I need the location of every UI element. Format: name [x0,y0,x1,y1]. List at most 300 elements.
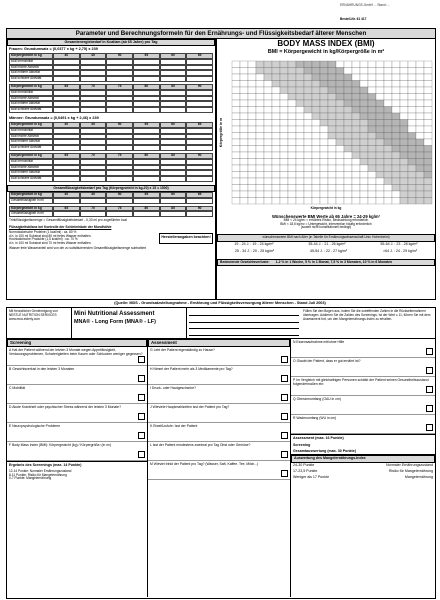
bmi-cell [424,126,432,133]
bmi-cell [272,87,280,94]
bmi-cell [248,126,256,133]
bmi-cell [240,146,248,153]
row-label: kcal Immobilität [9,90,53,96]
score-box[interactable] [281,394,288,401]
bmi-cell [384,120,392,127]
patient-field-weight[interactable] [189,324,299,330]
bmi-cell [336,185,344,192]
score-box[interactable] [138,451,145,458]
bmi-cell [352,126,360,133]
bmi-cell [256,126,264,133]
bmi-cell [232,139,240,146]
screening-scale [7,470,147,481]
bmi-cell [248,68,256,75]
bmi-cell [264,198,272,205]
bmi-cell [384,139,392,146]
bmi-cell [408,165,416,172]
gesamtenergie-title: Gesamtenergiebedarf in Kcal/am (ab 65 Jahre) pro Tag [7,39,215,46]
bmi-cell [360,126,368,133]
bmi-cell [304,81,312,88]
kg-cell: 60 [160,122,187,128]
bmi-cell [288,178,296,185]
bmi-cell [408,133,416,140]
bmi-cell [376,152,384,159]
bmi-cell [336,152,344,159]
kg-cell: 90 [186,153,213,159]
bmi-cell [248,152,256,159]
bmi-cell [248,139,256,146]
mna-question-text: P Im Vergleich mit gleichaltrigen Personen schätzt der Patient seinen Gesundheitszustand folgendermaßen ein: [293,378,429,386]
bmi-cell [328,191,336,198]
bmi-cell [296,87,304,94]
bmi-cell [296,120,304,127]
score-box[interactable] [426,424,433,431]
score-box[interactable] [138,432,145,439]
bmi-cell [328,61,336,68]
row-label: kcal leichte Aktivität [9,65,53,71]
kg-cell: 85 [160,84,187,90]
bmi-cell [280,81,288,88]
mna-question-text: N Essensaufnahme mit/ohne Hilfe [293,340,345,344]
bmi-cell [336,178,344,185]
mna-question-text: O Glaubt der Patient, dass er gut ernährt ist? [293,359,361,363]
bmi-cell [320,87,328,94]
right-panel [216,38,436,300]
bmi-cell [248,159,256,166]
bmi-cell [360,74,368,81]
score-box[interactable] [138,413,145,420]
bmi-formula: BMI = Körpergewicht in kg/Körpergröße in m² [267,49,385,55]
score-box[interactable] [281,451,288,458]
bmi-cell [424,172,432,179]
bmi-cell [336,120,344,127]
bmi-cell [408,113,416,120]
mna-question [7,366,147,385]
kg-cell: 65 [53,84,80,90]
mna-question-text: C Mobilität [9,386,26,390]
energy-grid [9,53,213,82]
mna-license: Mit freundlicher Genehmigung von NESTLÉ NUTRITION SERVICES www.mna-elderly.com [7,308,72,338]
bmi-cell [368,159,376,166]
score-box[interactable] [281,356,288,363]
bmi-cell [280,139,288,146]
source-line: (Quelle: MDS - Grundsatzstellungnahme - Ernährung und Flüssigkeitsversorgung älterer Menschen - Stand Juli 2003) [114,301,326,305]
bmi-cell [336,191,344,198]
bmi-cell [328,74,336,81]
mna-question-text: B Gewichtsverlust in den letzten 3 Monaten [9,367,75,371]
note-line: d.h. in 100 ml Substrat sind 70 ml freies Wasser enthalten. [9,241,92,246]
bmi-cell [296,139,304,146]
bmi-cell [232,74,240,81]
bmi-cell [424,113,432,120]
bmi-cell [392,198,400,205]
score-box[interactable] [281,375,288,382]
bmi-cell [272,113,280,120]
bmi-cell [232,185,240,192]
bmi-cell [280,133,288,140]
bmi-cell [400,100,408,107]
bmi-cell [304,120,312,127]
bmi-cell [416,100,424,107]
mna-question-text: I Druck- oder Hautgeschwüre? [150,386,196,390]
score-box[interactable] [281,413,288,420]
kg-cell: 75 [106,206,133,212]
bmi-cell [304,133,312,140]
index-row [291,475,435,481]
bmi-cell [232,68,240,75]
bmi-cell [264,133,272,140]
bmi-cell [296,146,304,153]
bmi-cell [248,120,256,127]
bmi-cell [376,133,384,140]
bmi-cell [408,87,416,94]
bmi-cell [232,113,240,120]
bmi-cell [344,172,352,179]
bmi-cell [256,191,264,198]
bmi-cell [312,185,320,192]
bmi-cell [232,100,240,107]
bmi-cell [240,165,248,172]
score-box[interactable] [426,367,433,374]
bmi-cell [312,100,320,107]
patient-field-birth[interactable] [189,317,299,323]
bmi-cell [360,120,368,127]
screening-title: Screening [7,339,147,347]
bmi-cell [424,191,432,198]
bmi-cell [288,191,296,198]
bmi-cell [272,74,280,81]
bmi-cell [240,139,248,146]
score-box[interactable] [426,405,433,412]
bmi-cell [296,126,304,133]
bmi-cell [336,107,344,114]
bmi-cell [264,191,272,198]
bmi-cell [280,159,288,166]
patient-field-name[interactable] [189,310,299,316]
kg-cell: 40 [53,53,80,59]
kg-cell: 85 [160,153,187,159]
bmi-cell [280,100,288,107]
bmi-cell [344,185,352,192]
bmi-cell [232,198,240,205]
bmi-cell [328,146,336,153]
row-label: Gesamtflüssigkeit in ml [9,198,53,204]
bmi-cell [360,172,368,179]
row-label: kcal schwere Aktivität [9,145,53,151]
bmi-cell [376,146,384,153]
bmi-cell [368,100,376,107]
bmi-cell [408,172,416,179]
bmi-cell [360,139,368,146]
bmi-cell [400,120,408,127]
value-cell [133,176,160,182]
bmi-cell [272,100,280,107]
bmi-cell [352,159,360,166]
bmi-cell [272,94,280,101]
bmi-cell [360,68,368,75]
bmi-cell [368,185,376,192]
bmi-cell [280,185,288,192]
fluid-table-2 [7,206,215,218]
bmi-cell [360,100,368,107]
mna-question [7,442,147,461]
bmi-cell [416,152,424,159]
bmi-cell [344,81,352,88]
bmi-cell [328,107,336,114]
bmi-cell [288,68,296,75]
kg-cell: 65 [186,53,213,59]
bmi-cell [256,81,264,88]
bmi-cell [288,133,296,140]
patient-field-date[interactable] [189,330,299,336]
bmi-cell [248,113,256,120]
bmi-cell [280,152,288,159]
bmi-cell [424,139,432,146]
bmi-cell [288,94,296,101]
bmi-cell [344,68,352,75]
bmi-cell [256,100,264,107]
bmi-cell [416,87,424,94]
score-box[interactable] [281,470,288,477]
index-meaning: Risiko für Mangelernährung [388,468,433,473]
bmi-cell [320,139,328,146]
bmi-cell [240,113,248,120]
bmi-cell [344,87,352,94]
bmi-cell [344,159,352,166]
bmi-cell [320,159,328,166]
bmi-cell [256,159,264,166]
bmi-cell [400,74,408,81]
bmi-cell [264,74,272,81]
bmi-cell [232,165,240,172]
bmi-cell [232,126,240,133]
note-line: Hochkalorische Produkte (1,5 kcal/ml) : ca. 70 % [9,237,78,242]
bmi-cell [416,191,424,198]
value-cell [133,198,160,204]
index-range: 17-23,5 Punkte [293,468,318,473]
bmi-cell [344,198,352,205]
bmi-cell [304,146,312,153]
bmi-cell [352,165,360,172]
bmi-cell [368,172,376,179]
row-label: kcal mittlere Aktivität [9,139,53,145]
bmi-cell [240,133,248,140]
kg-cell: 70 [80,84,107,90]
bmi-cell [256,185,264,192]
value-cell [53,176,80,182]
notes-lines [7,231,157,246]
bmi-cell [416,61,424,68]
bmi-cell [280,94,288,101]
bmi-cell [272,133,280,140]
bmi-cell [384,113,392,120]
mna-question [291,396,435,415]
bmi-cell [352,191,360,198]
value-cell [53,107,80,113]
bmi-cell [248,178,256,185]
bmi-cell [320,172,328,179]
kg-cell: 75 [106,84,133,90]
bmi-cell [280,198,288,205]
bmi-cell [304,113,312,120]
bmi-cell [320,152,328,159]
row-label: kcal leichte Aktivität [9,134,53,140]
bmi-cell [336,94,344,101]
bmi-cell [320,113,328,120]
bmi-cell [280,146,288,153]
bedeutung-label: Bedeutende Gewichtsverluste: [220,259,270,264]
index-rows [291,463,435,480]
mna-question [7,347,147,366]
bmi-cell [256,146,264,153]
value-cell [160,211,187,217]
mna-col-right [291,339,435,597]
bmi-cell [424,133,432,140]
kg-cell: 45 [80,53,107,59]
row-label: kcal mittlere Aktivität [9,170,53,176]
bmi-cell [296,94,304,101]
bmi-cell [288,100,296,107]
bmi-cell [232,172,240,179]
bmi-cell [344,74,352,81]
bmi-cell [304,68,312,75]
bmi-cell [392,152,400,159]
bmi-cell [368,178,376,185]
bmi-cell [248,100,256,107]
bmi-cell [392,61,400,68]
bmi-cell [384,68,392,75]
mna-question [291,415,435,434]
index-title: Auswertung des Mangelernährungs-Index [291,455,435,463]
bmi-cell [360,178,368,185]
energy-grid [9,84,213,113]
bmi-cell [336,139,344,146]
bmi-cell [352,172,360,179]
bmi-cell [232,94,240,101]
kg-cell: 55 [133,192,160,198]
score-box[interactable] [138,394,145,401]
mna-question-text: D Akute Krankheit oder psychischer Stress während der letzten 3 Monate? [9,405,121,409]
bmi-cell [336,126,344,133]
bmi-cell [424,74,432,81]
bmi-info-line: BMI < 24 kg/m² = erhöhtes Risiko, Beobachtung erforderlich [283,217,369,222]
bmi-cell [320,133,328,140]
bmi-cell [248,81,256,88]
bmi-cell [264,146,272,153]
bmi-cell [352,113,360,120]
mna-question [291,339,435,358]
bmi-cell [408,159,416,166]
energy-table-maenner-2 [7,153,215,182]
bmi-cell [392,191,400,198]
bmi-cell [296,100,304,107]
row-label: kcal schwere Aktivität [9,176,53,182]
bmi-cell [304,165,312,172]
row-label: Körpergewicht in kg [9,153,53,159]
bmi-cell [304,185,312,192]
bmi-cell [336,146,344,153]
bmi-cell [408,74,416,81]
score-box[interactable] [426,348,433,355]
bmi-cell [344,113,352,120]
bmi-cell [352,100,360,107]
score-box[interactable] [426,386,433,393]
bmi-cell [312,81,320,88]
bmi-cell [312,198,320,205]
order-number: Bestell-Nr. 61 417 [340,17,367,21]
bmi-cell [272,152,280,159]
kg-cell: 50 [106,53,133,59]
value-cell [106,198,133,204]
mna-question [148,461,290,480]
bmi-cell [304,100,312,107]
bmi-cell [344,152,352,159]
bmi-cell [232,152,240,159]
bmi-cell [392,100,400,107]
bmi-cell [304,139,312,146]
bmi-cell [328,185,336,192]
index-range: Weniger als 17 Punkte [293,474,330,479]
bmi-cell [424,100,432,107]
bmi-cell [240,159,248,166]
bmi-cell [360,198,368,205]
bmi-cell [256,133,264,140]
bmi-cell [312,172,320,179]
bmi-cell [384,146,392,153]
bmi-cell [416,159,424,166]
bmi-cell [280,68,288,75]
score-box[interactable] [281,432,288,439]
bmi-cell [256,198,264,205]
bmi-cell [256,94,264,101]
bmi-cell [392,159,400,166]
bmi-cell [392,139,400,146]
bmi-cell [352,185,360,192]
bmi-cell [368,191,376,198]
bmi-cell [312,178,320,185]
bmi-cell [304,172,312,179]
bmi-cell [400,159,408,166]
bmi-cell [272,198,280,205]
bmi-cell [344,120,352,127]
value-cell [160,198,187,204]
bmi-cell [256,152,264,159]
bmi-cell [312,159,320,166]
bmi-cell [400,94,408,101]
bmi-cell [312,139,320,146]
value-cell [80,107,107,113]
bmi-cell [408,139,416,146]
bmi-cell [376,191,384,198]
bmi-cell [368,74,376,81]
bmi-cell [232,178,240,185]
bedeutung-lines: 1-2 % in 1 Woche, 5 % in 1 Monat, 7,5 % in 3 Monaten, 10 % in 6 Monaten [275,259,393,264]
bmi-cell [264,107,272,114]
bmi-cell [272,159,280,166]
bmi-cell [408,126,416,133]
bmi-cell [424,120,432,127]
value-cell [186,198,213,204]
score-box[interactable] [138,375,145,382]
bmi-cell [376,94,384,101]
score-box[interactable] [138,356,145,363]
bmi-cell [312,87,320,94]
bmi-cell [240,100,248,107]
value-cell [80,76,107,82]
bmi-cell [384,172,392,179]
bmi-cell [408,185,416,192]
bmi-cell [392,178,400,185]
